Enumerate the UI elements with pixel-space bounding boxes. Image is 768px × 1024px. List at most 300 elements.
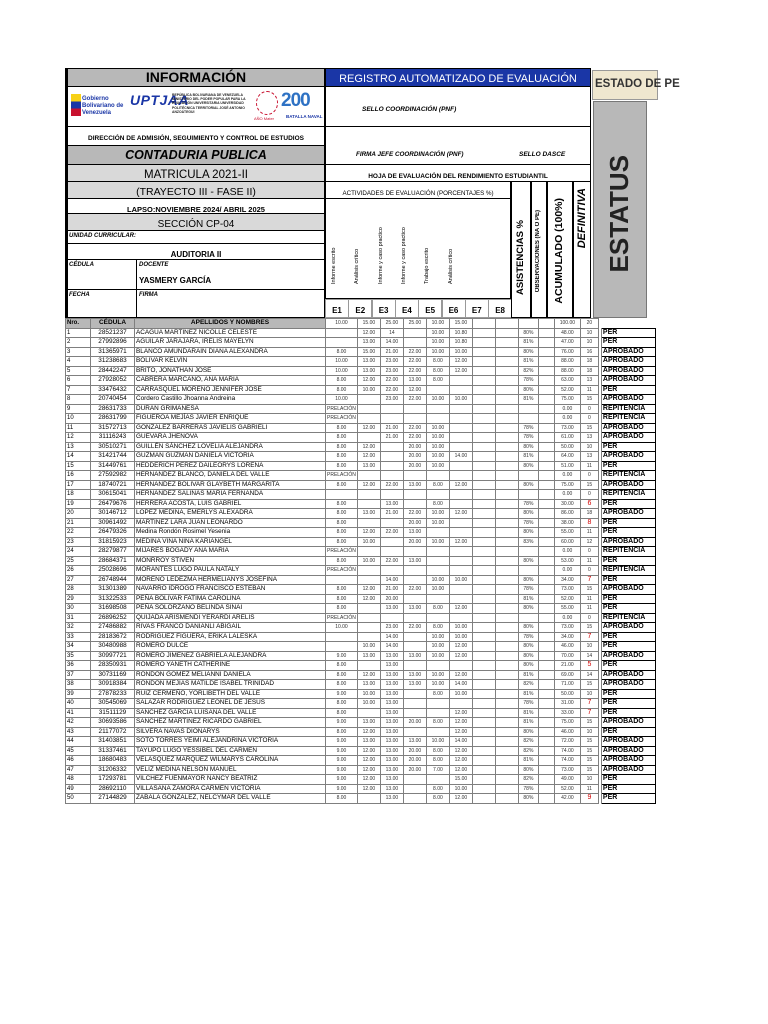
row-grade xyxy=(403,632,426,642)
row-number: 31 xyxy=(66,613,91,623)
row-definitiva: 15 xyxy=(580,395,598,405)
row-grade: 9.00 xyxy=(326,737,358,747)
row-grade xyxy=(472,376,495,386)
table-row xyxy=(66,746,656,756)
row-cedula: 27144829 xyxy=(91,794,135,804)
row-grade: 10.00 xyxy=(426,737,449,747)
row-grade: 13.00 xyxy=(380,699,403,709)
row-grade xyxy=(357,575,380,585)
row-observacion xyxy=(538,490,554,500)
row-acumulado: 52.00 xyxy=(554,784,580,794)
row-grade: 8.00 xyxy=(426,794,449,804)
row-student-name: HERNANDEZ BLANCO, DANIELA DEL VALLE xyxy=(135,471,326,481)
row-definitiva: 15 xyxy=(580,423,598,433)
row-definitiva: 7 xyxy=(580,708,598,718)
row-grade: 12.00 xyxy=(357,670,380,680)
row-cedula: 31322533 xyxy=(91,594,135,604)
carrera-label: CONTADURIA PUBLICA xyxy=(125,148,267,162)
row-definitiva: 10 xyxy=(580,442,598,452)
row-observacion xyxy=(538,328,554,338)
row-acumulado: 73.00 xyxy=(554,585,580,595)
row-grade: 10.00 xyxy=(426,575,449,585)
row-grade xyxy=(426,775,449,785)
row-grade xyxy=(449,661,472,671)
row-cedula: 28631799 xyxy=(91,414,135,424)
row-grade xyxy=(326,490,358,500)
row-grade: 20.00 xyxy=(380,594,403,604)
row-acumulado: 64.00 xyxy=(554,452,580,462)
row-grade: 10.00 xyxy=(426,461,449,471)
row-grade xyxy=(495,480,518,490)
row-grade: 22.00 xyxy=(380,528,403,538)
row-grade: 20.00 xyxy=(403,452,426,462)
row-grade xyxy=(495,528,518,538)
row-student-name: HERRERA ACOSTA, LUIS GABRIEL xyxy=(135,499,326,509)
estado-cell xyxy=(592,70,680,100)
row-number: 18 xyxy=(66,490,91,500)
row-asistencia: 80% xyxy=(518,556,538,566)
row-cedula: 18680483 xyxy=(91,756,135,766)
row-grade: 10.00 xyxy=(426,395,449,405)
row-asistencia: 80% xyxy=(518,347,538,357)
row-student-name: Medina Rondón Rosimel Yesenia xyxy=(135,528,326,538)
row-grade: 8.00 xyxy=(326,509,358,519)
row-grade: 13.00 xyxy=(380,651,403,661)
row-acumulado: 73.00 xyxy=(554,623,580,633)
row-grade: 10.00 xyxy=(426,537,449,547)
row-grade: 10.00 xyxy=(357,699,380,709)
row-grade xyxy=(403,414,426,424)
row-grade xyxy=(403,613,426,623)
row-asistencia: 80% xyxy=(518,727,538,737)
row-cedula: 30146712 xyxy=(91,509,135,519)
row-asistencia: 82% xyxy=(518,746,538,756)
row-number: 27 xyxy=(66,575,91,585)
row-student-name: MONRROY STIVEN xyxy=(135,556,326,566)
row-student-name: QUIJADA ARISMENDI YERARDI ARELIS xyxy=(135,613,326,623)
row-asistencia: 81% xyxy=(518,338,538,348)
row-grade: 10.00 xyxy=(426,518,449,528)
lapso-cell xyxy=(65,199,325,214)
row-grade: 8.00 xyxy=(326,670,358,680)
row-acumulado: 63.00 xyxy=(554,376,580,386)
row-grade xyxy=(495,623,518,633)
row-student-name: SILVERA NAVAS DIONARYS xyxy=(135,727,326,737)
row-grade xyxy=(472,718,495,728)
table-row xyxy=(66,414,656,424)
row-number: 26 xyxy=(66,566,91,576)
row-acumulado: 30.00 xyxy=(554,499,580,509)
row-status: REPITENCIA xyxy=(601,490,655,500)
ministerio-text: REPÚBLICA BOLIVARIANA DE VENEZUELA MINISTERIO DEL PODER POPULAR PARA LA EDUCACIÓN UNIVERSITARIA UNIVERSIDAD POLITÉCNICA TERRITORIAL JOSÉ ANTONIO ANZOÁTEGUI xyxy=(172,93,246,114)
row-grade: 12.00 xyxy=(449,765,472,775)
row-grade: 10.00 xyxy=(326,395,358,405)
row-acumulado: 69.00 xyxy=(554,670,580,680)
estatus-label: ESTATUS xyxy=(604,155,634,273)
row-grade xyxy=(472,566,495,576)
row-grade xyxy=(495,442,518,452)
eval-column-label: E6 xyxy=(448,306,459,315)
row-grade xyxy=(449,594,472,604)
row-grade xyxy=(495,338,518,348)
row-acumulado: 75.00 xyxy=(554,718,580,728)
row-acumulado: 0.00 xyxy=(554,490,580,500)
row-grade: 13.00 xyxy=(380,708,403,718)
row-grade xyxy=(472,604,495,614)
row-number: 24 xyxy=(66,547,91,557)
row-definitiva: 0 xyxy=(580,613,598,623)
row-status: REPITENCIA xyxy=(601,547,655,557)
row-status: APROBADO xyxy=(601,395,655,405)
row-observacion xyxy=(538,357,554,367)
row-asistencia: 82% xyxy=(518,775,538,785)
row-grade: 10.00 xyxy=(357,642,380,652)
row-grade: 8.00 xyxy=(326,708,358,718)
row-grade: 22.00 xyxy=(380,480,403,490)
row-grade: 14.00 xyxy=(380,338,403,348)
row-grade: 20.00 xyxy=(403,718,426,728)
row-grade: 8.00 xyxy=(326,480,358,490)
row-grade: 12.00 xyxy=(357,480,380,490)
row-acumulado: 34.00 xyxy=(554,632,580,642)
table-row xyxy=(66,376,656,386)
table-row xyxy=(66,338,656,348)
row-grade: 21.00 xyxy=(380,585,403,595)
row-definitiva: 15 xyxy=(580,680,598,690)
row-grade: 10.80 xyxy=(449,338,472,348)
row-asistencia: 78% xyxy=(518,423,538,433)
row-grade xyxy=(403,471,426,481)
eval-column-header xyxy=(325,299,349,318)
row-grade xyxy=(380,404,403,414)
row-grade xyxy=(403,490,426,500)
row-cedula: 27878233 xyxy=(91,689,135,699)
row-grade: 8.00 xyxy=(326,461,358,471)
row-asistencia: 81% xyxy=(518,756,538,766)
row-grade xyxy=(426,385,449,395)
eval-column-header xyxy=(348,299,372,318)
row-grade xyxy=(472,480,495,490)
row-definitiva: 11 xyxy=(580,556,598,566)
row-grade xyxy=(403,499,426,509)
row-grade xyxy=(449,442,472,452)
row-cedula: 25028696 xyxy=(91,566,135,576)
row-student-name: CABRERA MARCANO, ANA MARIA xyxy=(135,376,326,386)
row-grade xyxy=(495,537,518,547)
row-grade xyxy=(449,528,472,538)
row-student-name: RONDON GOMEZ MELIANNI DANIELA xyxy=(135,670,326,680)
table-row xyxy=(66,347,656,357)
row-student-name: RIVAS FRANCO DANIANLI ABIGAIL xyxy=(135,623,326,633)
row-grade xyxy=(449,499,472,509)
row-status: PER xyxy=(601,518,655,528)
row-grade xyxy=(495,585,518,595)
row-grade xyxy=(472,414,495,424)
row-grade: 14.00 xyxy=(449,452,472,462)
table-row xyxy=(66,613,656,623)
row-grade: 9.00 xyxy=(326,718,358,728)
row-number: 6 xyxy=(66,376,91,386)
table-row xyxy=(66,689,656,699)
row-status: APROBADO xyxy=(601,670,655,680)
row-number: 12 xyxy=(66,433,91,443)
row-observacion xyxy=(538,556,554,566)
row-grade: 13.00 xyxy=(380,794,403,804)
row-grade xyxy=(449,385,472,395)
row-definitiva: 11 xyxy=(580,461,598,471)
table-row xyxy=(66,461,656,471)
row-grade: 8.00 xyxy=(326,556,358,566)
row-cedula: 31511129 xyxy=(91,708,135,718)
row-observacion xyxy=(538,499,554,509)
row-status: PER xyxy=(601,499,655,509)
docente-label: DOCENTE xyxy=(139,262,169,268)
eval-column-label: E4 xyxy=(401,306,412,315)
row-asistencia: 78% xyxy=(518,585,538,595)
row-grade xyxy=(403,404,426,414)
row-observacion xyxy=(538,746,554,756)
row-grade xyxy=(472,347,495,357)
table-row xyxy=(66,480,656,490)
row-acumulado: 71.00 xyxy=(554,680,580,690)
row-grade xyxy=(449,566,472,576)
row-student-name: ROMERO YANETH CATHERINE xyxy=(135,661,326,671)
row-grade: 21.00 xyxy=(380,347,403,357)
row-definitiva: 0 xyxy=(580,404,598,414)
row-observacion xyxy=(538,585,554,595)
table-row xyxy=(66,756,656,766)
row-status: PER xyxy=(601,385,655,395)
weight-cell: 15.00 xyxy=(449,319,472,329)
row-observacion xyxy=(538,509,554,519)
row-asistencia: 78% xyxy=(518,518,538,528)
row-grade xyxy=(472,651,495,661)
row-number: 47 xyxy=(66,765,91,775)
row-definitiva: 7 xyxy=(580,632,598,642)
row-student-name: SANCHEZ GARCIA LUISANA DEL VALLE xyxy=(135,708,326,718)
table-row xyxy=(66,708,656,718)
row-grade xyxy=(472,575,495,585)
row-grade xyxy=(495,604,518,614)
weight-cell: 25.00 xyxy=(403,319,426,329)
row-grade xyxy=(449,433,472,443)
row-status: PER xyxy=(601,328,655,338)
row-grade xyxy=(472,509,495,519)
row-grade xyxy=(472,395,495,405)
row-grade xyxy=(403,328,426,338)
row-status: PER xyxy=(601,575,655,585)
trayecto-label: (TRAYECTO III - FASE II) xyxy=(136,186,256,198)
table-row xyxy=(66,433,656,443)
row-status: PER xyxy=(601,442,655,452)
row-grade xyxy=(495,737,518,747)
row-grade xyxy=(357,471,380,481)
venezuela-flag-icon xyxy=(71,94,81,116)
row-grade: 8.00 xyxy=(326,423,358,433)
row-grade xyxy=(380,518,403,528)
row-grade xyxy=(495,509,518,519)
table-row xyxy=(66,556,656,566)
row-grade xyxy=(472,756,495,766)
row-grade: 10.00 xyxy=(357,537,380,547)
eval-column-header xyxy=(372,299,396,318)
row-observacion xyxy=(538,385,554,395)
sello-coord-label: SELLO COORDINACIÓN (PNF) xyxy=(362,106,457,113)
row-grade: 13.00 xyxy=(357,357,380,367)
row-status: APROBADO xyxy=(601,423,655,433)
row-asistencia: 80% xyxy=(518,461,538,471)
row-grade: 13.00 xyxy=(357,718,380,728)
row-grade xyxy=(403,784,426,794)
row-asistencia xyxy=(518,414,538,424)
row-grade: 10.00 xyxy=(449,395,472,405)
row-grade xyxy=(495,547,518,557)
row-student-name: PEÑA BOLIVAR FATIMA CAROLINA xyxy=(135,594,326,604)
row-grade: 10.00 xyxy=(449,784,472,794)
row-grade: 10.00 xyxy=(426,509,449,519)
row-definitiva: 15 xyxy=(580,718,598,728)
row-grade: 12.00 xyxy=(357,765,380,775)
row-student-name: PEÑA SOLORZANO BELINDA SINAI xyxy=(135,604,326,614)
table-row xyxy=(66,699,656,709)
row-status: APROBADO xyxy=(601,623,655,633)
row-grade: 13.00 xyxy=(380,784,403,794)
row-grade: 9.00 xyxy=(326,651,358,661)
row-grade: 7.00 xyxy=(426,765,449,775)
row-grade xyxy=(495,794,518,804)
row-observacion xyxy=(538,784,554,794)
row-grade: 9.00 xyxy=(326,746,358,756)
row-status: APROBADO xyxy=(601,537,655,547)
estatus-cell xyxy=(593,101,647,318)
row-grade xyxy=(357,395,380,405)
row-number: 20 xyxy=(66,509,91,519)
row-grade xyxy=(426,727,449,737)
row-grade: 8.00 xyxy=(326,376,358,386)
direccion-label: DIRECCIÓN DE ADMISIÓN, SEGUIMIENTO Y CONTROL DE ESTUDIOS xyxy=(88,135,304,142)
row-asistencia: 80% xyxy=(518,642,538,652)
row-observacion xyxy=(538,347,554,357)
row-grade xyxy=(472,385,495,395)
row-grade: 13.00 xyxy=(380,718,403,728)
row-grade xyxy=(426,404,449,414)
weight-cell: 25.00 xyxy=(380,319,403,329)
definitiva-cell xyxy=(573,182,591,318)
row-grade xyxy=(472,537,495,547)
row-cedula: 28279877 xyxy=(91,547,135,557)
row-asistencia: 80% xyxy=(518,794,538,804)
row-observacion xyxy=(538,737,554,747)
row-grade: 12.00 xyxy=(449,718,472,728)
row-grade: 10.00 xyxy=(449,689,472,699)
row-student-name: RUIZ CERMEÑO, YORLIBETH DEL VALLE xyxy=(135,689,326,699)
row-student-name: MIJARES BOGADY ANA MARIA xyxy=(135,547,326,557)
row-cedula: 30480988 xyxy=(91,642,135,652)
row-asistencia: 81% xyxy=(518,452,538,462)
col-nro-header: Nro. xyxy=(66,319,91,329)
row-grade: 13.00 xyxy=(380,689,403,699)
asistencias-cell xyxy=(511,182,531,318)
row-status: APROBADO xyxy=(601,585,655,595)
celeste-text: AÑO Mater xyxy=(254,116,275,121)
row-definitiva: 10 xyxy=(580,642,598,652)
row-grade xyxy=(472,490,495,500)
row-grade xyxy=(403,708,426,718)
row-asistencia: 81% xyxy=(518,357,538,367)
row-grade xyxy=(357,490,380,500)
row-status: REPITENCIA xyxy=(601,471,655,481)
row-grade xyxy=(326,338,358,348)
row-grade: 22.00 xyxy=(403,623,426,633)
table-row xyxy=(66,452,656,462)
row-student-name: VILCHEZ FUENMAYOR NANCY BEATRIZ xyxy=(135,775,326,785)
row-acumulado: 38.00 xyxy=(554,518,580,528)
row-grade xyxy=(472,594,495,604)
row-grade: 8.00 xyxy=(426,689,449,699)
row-asistencia: 81% xyxy=(518,708,538,718)
table-row xyxy=(66,604,656,614)
row-grade: 10.00 xyxy=(326,366,358,376)
row-number: 19 xyxy=(66,499,91,509)
cedula-label: CÉDULA xyxy=(69,262,94,268)
table-row xyxy=(66,784,656,794)
row-student-name: BRITO, JONATHAN JOSE xyxy=(135,366,326,376)
row-grade xyxy=(472,661,495,671)
row-observacion xyxy=(538,775,554,785)
row-grade: 12.00 xyxy=(357,775,380,785)
row-grade: 10.00 xyxy=(357,556,380,566)
row-grade: 22.00 xyxy=(403,585,426,595)
row-student-name: SANCHEZ MARTINEZ RICARDO GABRIEL xyxy=(135,718,326,728)
row-definitiva: 13 xyxy=(580,433,598,443)
row-grade: 10.00 xyxy=(426,670,449,680)
row-student-name: SALAZAR RODRIGUEZ LEONEL DE JESUS xyxy=(135,699,326,709)
row-grade xyxy=(495,395,518,405)
row-acumulado: 75.00 xyxy=(554,480,580,490)
row-grade: 12.00 xyxy=(449,727,472,737)
row-grade xyxy=(357,794,380,804)
row-acumulado: 52.00 xyxy=(554,385,580,395)
row-number: 30 xyxy=(66,604,91,614)
row-grade: 10.00 xyxy=(357,385,380,395)
row-number: 4 xyxy=(66,357,91,367)
row-grade xyxy=(449,547,472,557)
row-grade: 13.00 xyxy=(403,680,426,690)
row-grade: 10.00 xyxy=(426,423,449,433)
row-acumulado: 0.00 xyxy=(554,471,580,481)
row-observacion xyxy=(538,518,554,528)
row-status: REPITENCIA xyxy=(601,404,655,414)
row-acumulado: 33.00 xyxy=(554,708,580,718)
row-student-name: VELASQUEZ MARQUEZ WILMARYS CAROLINA xyxy=(135,756,326,766)
row-cedula: 31116243 xyxy=(91,433,135,443)
row-grade xyxy=(403,699,426,709)
row-observacion xyxy=(538,338,554,348)
row-number: 39 xyxy=(66,689,91,699)
row-grade: 13.00 xyxy=(380,765,403,775)
row-acumulado: 70.00 xyxy=(554,651,580,661)
row-grade: 8.00 xyxy=(326,699,358,709)
row-grade xyxy=(472,737,495,747)
row-definitiva: 7 xyxy=(580,699,598,709)
row-status: PER xyxy=(601,699,655,709)
table-row xyxy=(66,585,656,595)
row-grade xyxy=(495,461,518,471)
row-cedula: 27928052 xyxy=(91,376,135,386)
row-cedula: 31301389 xyxy=(91,585,135,595)
row-grade xyxy=(472,613,495,623)
row-grade xyxy=(326,575,358,585)
